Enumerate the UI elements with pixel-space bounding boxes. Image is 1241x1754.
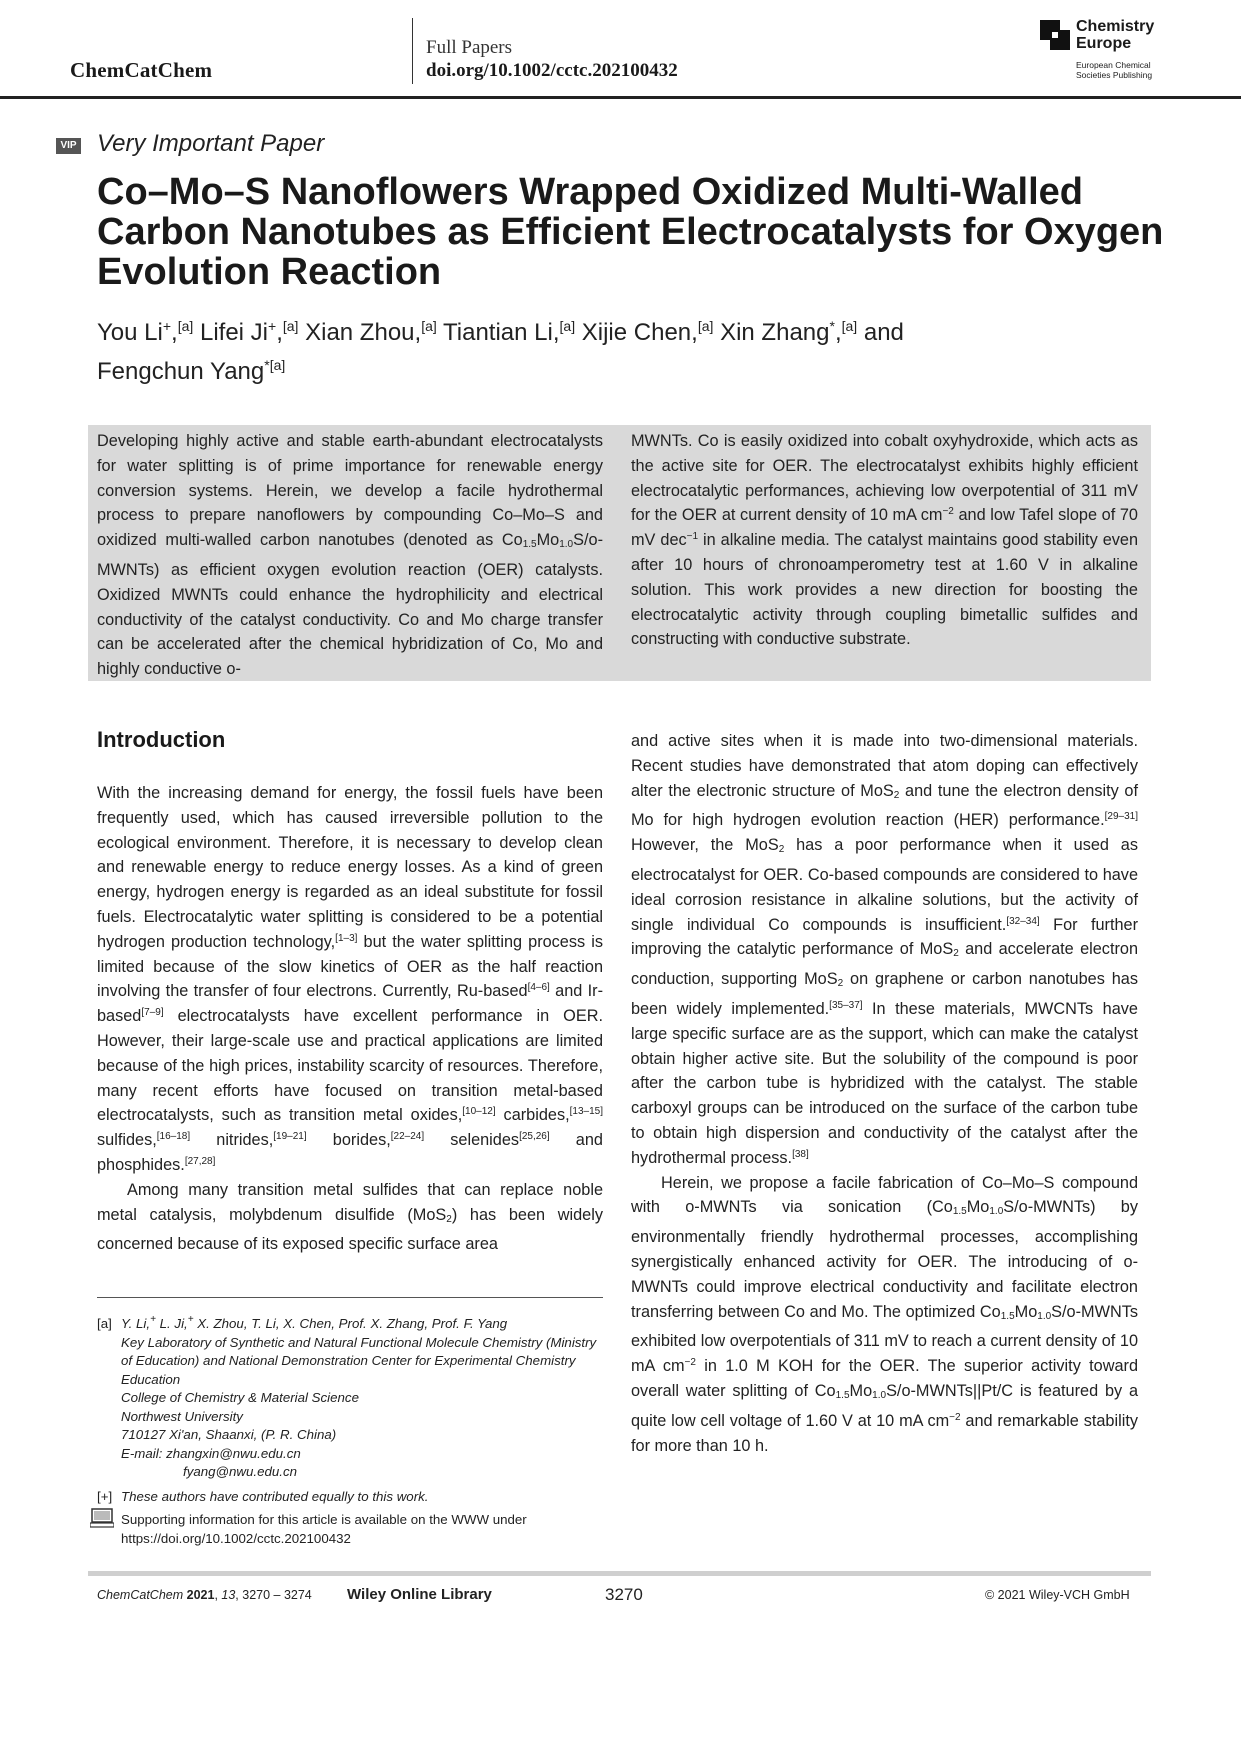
affiliation-university: Northwest University xyxy=(121,1408,243,1424)
body-left-column xyxy=(97,781,603,1257)
footer-citation: ChemCatChem 2021, 13, 3270 – 3274 xyxy=(97,1588,312,1602)
supporting-info-note: Supporting information for this article is available on the WWW under https://doi.org/10.1002/cctc.202100432 xyxy=(121,1512,527,1546)
chemistry-europe-logo-icon xyxy=(1040,20,1070,50)
page-number: 3270 xyxy=(605,1585,643,1604)
equal-contribution-note: These authors have contributed equally to this work. xyxy=(121,1489,429,1504)
paper-type: Full Papers xyxy=(426,37,513,58)
affiliation-college: College of Chemistry & Material Science xyxy=(121,1390,359,1405)
affiliation-marker: [a] xyxy=(97,1316,112,1331)
doi-link[interactable]: doi.org/10.1002/cctc.202100432 xyxy=(426,60,678,81)
publisher-subtitle: European Chemical Societies Publishing xyxy=(1076,60,1153,80)
author-list: You Li+,[a] Lifei Ji+,[a] Xian Zhou,[a] Tiantian Li,[a] Xijie Chen,[a] Xin Zhang*,[a] and Fengchun Yang$^{*[a]}$ xyxy=(97,318,904,385)
header-rule xyxy=(0,96,1241,99)
vip-badge: VIP xyxy=(56,138,81,154)
header-divider xyxy=(412,18,413,84)
wiley-online-library-link[interactable]: Wiley Online Library xyxy=(347,1586,492,1603)
paper-title: Co–Mo–S Nanoflowers Wrapped Oxidized Multi-Walled Carbon Nanotubes as Efficient Electrocatalysts for Oxygen Evolution Reaction xyxy=(97,171,1164,293)
intro-paragraph-4: Herein, we propose a facile fabrication of Co–Mo–S compound with o-MWNTs via sonication $(Co_{1.5}Mo_{1.0}S/o-MWNTs)$ by environmentally friendly hydrothermal processes, accomplishing synergistically enhanced activity for OER. The introducing of o-MWNTs could improve electrical conductivity and facilitate electron transferring between Co and Mo. The optimized $Co_{1.5}Mo_{1.0}S/o$-MWNTs exhibited low overpotentials of 311 mV to reach a current density of 10 mA $cm^{-2}$ in 1.0 M KOH for the OER. The superior activity toward overall water splitting of $Co_{1.5}Mo_{1.0}S/o-MWNTs||Pt/C$ is featured by a quite low cell voltage of 1.60 V at 10 mA $cm^{-2}$ and remarkable stability for more than 10 h. xyxy=(631,1173,1139,1455)
affiliation-address: 710127 Xi'an, Shaanxi, (P. R. China) xyxy=(121,1427,337,1442)
affiliation-lab: Key Laboratory of Synthetic and Natural Functional Molecule Chemistry (Ministry of Education) and National Demonstration Center for Experimental Chemistry Education xyxy=(121,1334,597,1387)
equal-contribution-marker: [+] xyxy=(97,1489,113,1504)
affiliation-email-1: E-mail: zhangxin@nwu.edu.cn xyxy=(121,1445,301,1461)
intro-paragraph-2: Among many transition metal sulfides that can replace noble metal catalysis, molybdenum disulfide (MoS$_2$) has been widely concerned because of its exposed specific surface area xyxy=(97,1180,603,1254)
vip-label: Very Important Paper xyxy=(97,130,325,157)
journal-name: ChemCatChem xyxy=(70,58,213,82)
body-right-column xyxy=(631,729,1138,1458)
section-heading-introduction: Introduction xyxy=(97,727,226,752)
abstract-right-column: MWNTs. Co is easily oxidized into cobalt oxyhydroxide, which acts as the active site for OER. The electrocatalyst exhibits highly efficient electrocatalytic performances, achieving low overpotential of 311 mV for the OER at current density of 10 mA $cm^{-2}$ and low Tafel slope of 70 mV dec$^{-1}$ in alkaline media. The catalyst maintains good stability even after 10 hours of chronoamperometry test at 1.60 V in alkaline solution. This work provides a new direction for boosting the electrocatalytic activity through coupling bimetallic sulfides and constructing with conductive substrate. xyxy=(631,432,1138,649)
abstract-left-column: Developing highly active and stable earth-abundant electrocatalysts for water splitting is of prime importance for renewable energy conversion systems. Herein, we develop a facile hydrothermal process to prepare nanoflowers by compounding Co–Mo–S and oxidized multi-walled carbon nanotubes (denoted as $Co_{1.5}Mo_{1.0}S/o-MWNTs$) as efficient oxygen evolution reaction (OER) catalysts. Oxidized MWNTs could enhance the hydrophilicity and electrical conductivity of the catalyst conductivity. Co and Mo charge transfer can be accelerated after the chemical hybridization of Co, Mo and highly conductive o- xyxy=(97,432,603,679)
affiliation-email-2: fyang@nwu.edu.cn xyxy=(183,1464,298,1479)
computer-icon xyxy=(90,1508,114,1528)
affiliation-block xyxy=(121,1315,603,1482)
affiliation-authors: Y. Li,+ L. Ji,+ X. Zhou, T. Li, X. Chen, Prof. X. Zhang, Prof. F. Yang xyxy=(121,1314,508,1331)
publisher-logo-text: Chemistry Europe xyxy=(1076,18,1155,52)
footer-rule xyxy=(88,1571,1151,1576)
intro-paragraph-3: and active sites when it is made into two-dimensional materials. Recent studies have demonstrated that atom doping can effectively alter the electronic structure of MoS$_2$ and tune the electron density of Mo for high hydrogen evolution reaction (HER) performance.[29–31] However, the MoS$_2$ has a poor performance when it used as electrocatalyst for OER. Co-based compounds are considered to have ideal corrosion resistance in alkaline solutions, but the activity of single individual Co compounds is insufficient.[32–34] For further improving the catalytic performance of MoS$_2$ and accelerate electron conduction, supporting MoS$_2$ on graphene or carbon nanotubes has been widely implemented.[35–37] In these materials, MWCNTs have large specific surface are as the support, which can make the catalyst obtain higher active site. But the solubility of the compound is poor after the carbon tube is hybridized with the catalyst. The stable carboxyl groups can be introduced on the surface of the carbon tube to obtain high dispersion and conductivity of the catalyst after the hydrothermal process.[38] xyxy=(631,732,1139,1167)
intro-paragraph-1: With the increasing demand for energy, the fossil fuels have been frequently used, which has caused irreversible pollution to the ecological environment. Therefore, it is necessary to develop clean and renewable energy to reduce energy losses. As a kind of green energy, hydrogen energy is regarded as an ideal substitute for fossil fuels. Electrocatalytic water splitting is considered to be a potential hydrogen production technology,[1–3] but the water splitting process is limited because of the slow kinetics of OER as the half reaction involving the transfer of four electrons. Currently, Ru-based[4–6] and Ir-based[7–9] electrocatalysts have excellent performance in OER. However, their large-scale use and practical applications are limited because of the high prices, instability scarcity of resources. Therefore, many recent efforts have focused on transition metal-based electrocatalysts, such as transition metal oxides,[10–12] carbides,[13–15] sulfides,[16–18] nitrides,[19–21] borides,[22–24] selenides[25,26] and phosphides.[27,28] xyxy=(97,784,603,1174)
footer-copyright: © 2021 Wiley-VCH GmbH xyxy=(985,1588,1130,1602)
footnote-rule xyxy=(97,1297,603,1298)
